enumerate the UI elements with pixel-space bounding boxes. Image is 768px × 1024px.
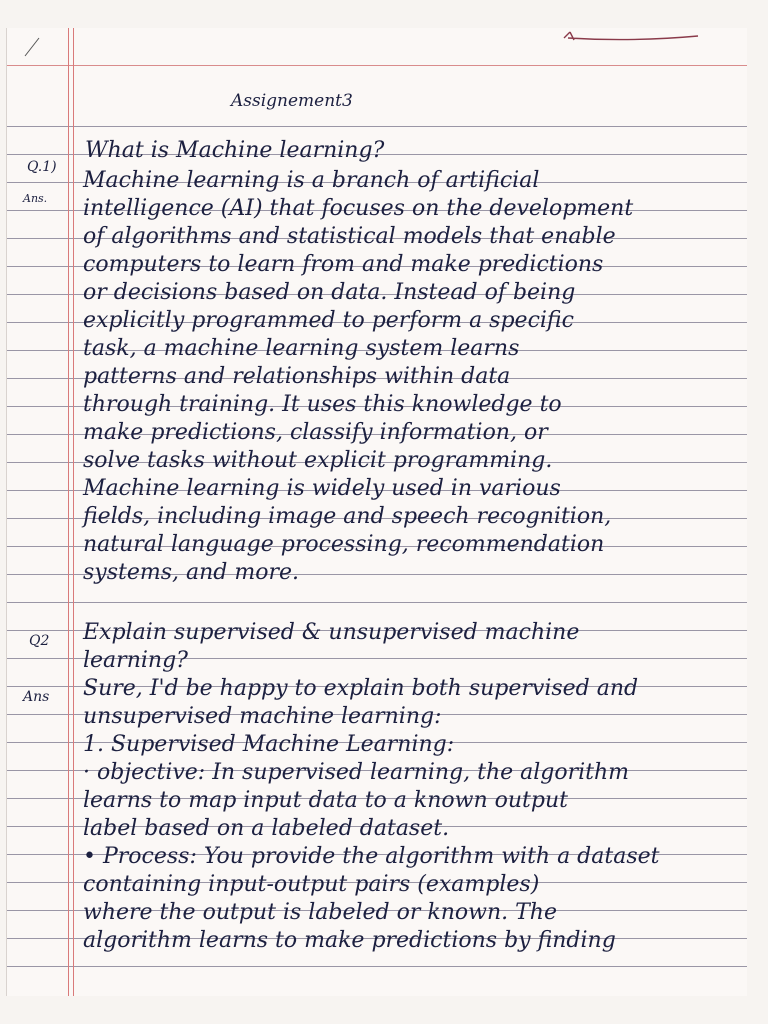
answer-line: make predictions, classify information, or [83, 420, 548, 445]
answer-line: or decisions based on data. Instead of being [83, 280, 576, 305]
answer-line: where the output is labeled or known. The [83, 900, 557, 925]
ruled-line [7, 602, 747, 603]
question-1-label: Q.1) [27, 159, 57, 175]
answer-2-label: Ans [23, 689, 50, 705]
answer-line: label based on a labeled dataset. [83, 816, 450, 841]
answer-line: fields, including image and speech recognition, [83, 504, 612, 529]
question-2-text: Explain supervised & unsupervised machine [83, 620, 580, 645]
notebook-page [6, 28, 747, 996]
answer-line: systems, and more. [83, 560, 300, 585]
page-title: Assignement3 [231, 91, 353, 111]
answer-1-label: Ans. [23, 192, 48, 205]
ruled-line [7, 966, 747, 967]
answer-line: learns to map input data to a known output [83, 788, 568, 813]
answer-line: explicitly programmed to perform a specific [83, 308, 574, 333]
top-rule [7, 65, 747, 66]
answer-line: of algorithms and statistical models that enable [83, 224, 616, 249]
answer-line: Machine learning is a branch of artificial [83, 168, 540, 193]
answer-line: • Process: You provide the algorithm with a dataset [83, 844, 660, 869]
answer-line: intelligence (AI) that focuses on the development [83, 196, 634, 221]
answer-line: natural language processing, recommendation [83, 532, 605, 557]
answer-line: containing input-output pairs (examples) [83, 872, 540, 897]
answer-line: unsupervised machine learning: [83, 704, 442, 729]
answer-line: · objective: In supervised learning, the algorithm [83, 760, 630, 785]
answer-line: Sure, I'd be happy to explain both supervised and [83, 676, 639, 701]
question-1-text: What is Machine learning? [85, 138, 385, 163]
answer-line: task, a machine learning system learns [83, 336, 520, 361]
margin-line [73, 28, 74, 996]
question-2-label: Q2 [29, 633, 50, 649]
question-2-text: learning? [83, 648, 188, 673]
answer-line: Machine learning is widely used in various [83, 476, 561, 501]
answer-line: algorithm learns to make predictions by finding [83, 928, 616, 953]
answer-line: patterns and relationships within data [83, 364, 511, 389]
margin-line [68, 28, 69, 996]
answer-line: 1. Supervised Machine Learning: [83, 732, 455, 757]
top-scribble [562, 30, 702, 42]
answer-line: computers to learn from and make predictions [83, 252, 604, 277]
corner-mark [21, 34, 51, 58]
ruled-line [7, 126, 747, 127]
answer-line: through training. It uses this knowledge to [83, 392, 562, 417]
answer-line: solve tasks without explicit programming. [83, 448, 553, 473]
